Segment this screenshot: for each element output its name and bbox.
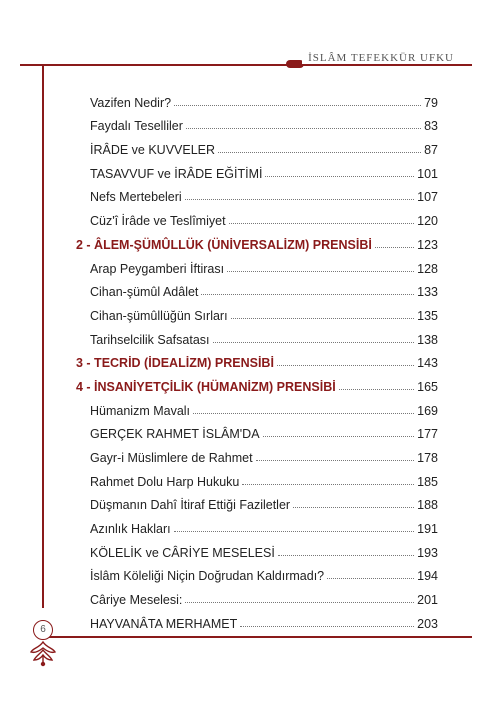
toc-row (90, 441, 438, 465)
toc-leader-dots (339, 389, 414, 390)
toc-leader-dots (213, 342, 415, 343)
toc-page-number: 79 (424, 95, 438, 110)
toc-section-row (76, 370, 438, 394)
toc-entry-title: GERÇEK RAHMET İSLÂM'DA (90, 427, 260, 442)
toc-leader-dots (277, 365, 414, 366)
toc-row (90, 536, 438, 560)
toc-page-number: 128 (417, 261, 438, 276)
toc-page-number: 188 (417, 498, 438, 513)
toc-entry-title: Azınlık Hakları (90, 522, 171, 537)
toc-leader-dots (293, 507, 414, 508)
toc-row (90, 583, 438, 607)
toc-row (90, 465, 438, 489)
toc-leader-dots (327, 578, 414, 579)
toc-row (90, 323, 438, 347)
toc-page-number: 120 (417, 214, 438, 229)
toc-row (90, 110, 438, 134)
toc-entry-title: İslâm Köleliği Niçin Doğrudan Kaldırmadı? (90, 569, 325, 584)
toc-row (90, 394, 438, 418)
toc-leader-dots (229, 223, 415, 224)
toc-section-row (76, 347, 438, 371)
toc-page-number: 135 (417, 308, 438, 323)
toc-leader-dots (218, 152, 421, 153)
toc-entry-title: 2 - ÂLEM-ŞÜMÛLLÜK (ÜNİVERSALİZM) PRENSİBİ (76, 237, 372, 252)
toc-page-number: 133 (417, 285, 438, 300)
toc-row (90, 607, 438, 631)
toc-page-number: 101 (417, 166, 438, 181)
toc-row (90, 299, 438, 323)
toc-row (90, 157, 438, 181)
header-rule (20, 64, 472, 66)
toc-page-number: 143 (417, 356, 438, 371)
toc-entry-title: 4 - İNSANİYETÇİLİK (HÜMANİZM) PRENSİBİ (76, 379, 336, 394)
floral-ornament-icon (28, 640, 58, 668)
frame-left-rule (42, 66, 44, 608)
toc-entry-title: HAYVANÂTA MERHAMET (90, 616, 238, 631)
toc-page-number: 87 (424, 143, 438, 158)
toc-page-number: 107 (417, 190, 438, 205)
toc-page-number: 178 (417, 451, 438, 465)
toc-row (90, 181, 438, 205)
toc-entry-title: Düşmanın Dahî İtiraf Ettiği Faziletler (90, 498, 291, 513)
toc-page-number: 203 (417, 616, 438, 631)
toc-page-number: 185 (417, 474, 438, 489)
toc-section-row (76, 228, 438, 252)
toc-entry-title: Gayr-i Müslimlere de Rahmet (90, 451, 253, 465)
toc-entry-title: İRÂDE ve KUVVELER (90, 143, 216, 158)
toc-leader-dots (201, 294, 414, 295)
frame-bottom-rule (42, 636, 472, 638)
toc-page-number: 194 (417, 569, 438, 584)
toc-page-number: 169 (417, 403, 438, 418)
toc-leader-dots (185, 199, 414, 200)
toc-entry-title: Tarihselcilik Safsatası (90, 332, 210, 347)
toc-page-number: 123 (417, 237, 438, 252)
toc-entry-title: Faydalı Teselliler (90, 119, 183, 134)
toc-leader-dots (193, 413, 414, 414)
toc-leader-dots (227, 271, 414, 272)
toc-row (90, 276, 438, 300)
toc-row (90, 560, 438, 584)
toc-row (90, 512, 438, 536)
toc-entry-title: 3 - TECRİD (İDEALİZM) PRENSİBİ (76, 356, 274, 371)
toc-row (90, 418, 438, 442)
page-number: 6 (33, 620, 53, 640)
toc-entry-title: Vazifen Nedir? (90, 95, 172, 110)
toc-page-number: 165 (417, 379, 438, 394)
toc-entry-title: Arap Peygamberi İftirası (90, 261, 225, 276)
toc-row (90, 489, 438, 513)
toc-page-number: 191 (417, 522, 438, 537)
toc-entry-title: TASAVVUF ve İRÂDE EĞİTİMİ (90, 166, 263, 181)
toc-page-number: 193 (417, 545, 438, 560)
toc-entry-title: Nefs Mertebeleri (90, 190, 182, 205)
toc-leader-dots (278, 555, 414, 556)
toc-entry-title: Rahmet Dolu Harp Hukuku (90, 474, 240, 489)
toc-page-number: 201 (417, 593, 438, 608)
toc-page-number: 83 (424, 119, 438, 134)
toc-entry-title: Hümanizm Mavalı (90, 403, 191, 418)
running-header: İSLÂM TEFEKKÜR UFKU (302, 52, 454, 64)
toc-row (90, 252, 438, 276)
toc-leader-dots (174, 105, 421, 106)
toc-leader-dots (256, 460, 415, 461)
toc-entry-title: Câriye Meselesi: (90, 593, 183, 608)
toc-page-number: 138 (417, 332, 438, 347)
toc-entry-title: Cüz'î İrâde ve Teslîmiyet (90, 214, 226, 229)
toc-leader-dots (186, 128, 421, 129)
toc-leader-dots (375, 247, 414, 248)
toc-leader-dots (231, 318, 415, 319)
toc-leader-dots (240, 626, 414, 627)
toc-leader-dots (174, 531, 415, 532)
toc-entry-title: Cihan-şümûllüğün Sırları (90, 308, 228, 323)
toc-entry-title: KÖLELİK ve CÂRİYE MESELESİ (90, 545, 275, 560)
toc-entry-title: Cihan-şümûl Adâlet (90, 285, 199, 300)
toc-leader-dots (185, 602, 414, 603)
toc-row (90, 204, 438, 228)
toc-page-number: 177 (417, 427, 438, 442)
toc-row (90, 133, 438, 157)
toc-leader-dots (242, 484, 414, 485)
toc-leader-dots (263, 436, 415, 437)
toc-row (90, 86, 438, 110)
toc-leader-dots (265, 176, 414, 177)
table-of-contents (76, 86, 438, 631)
